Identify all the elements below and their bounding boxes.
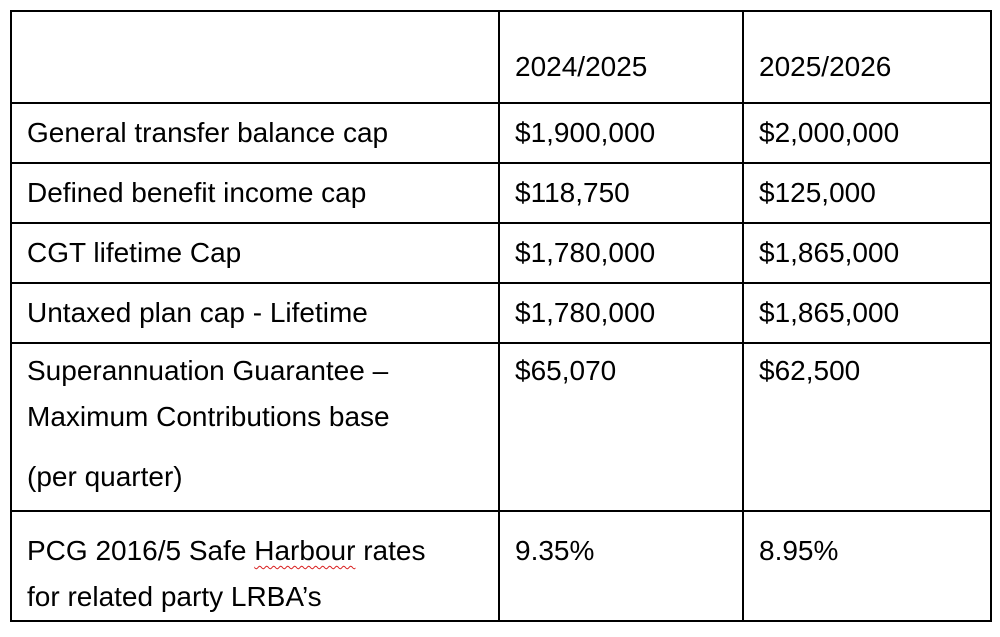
value-2024-2025: 9.35% bbox=[499, 511, 743, 621]
value-2025-2026: $1,865,000 bbox=[743, 283, 991, 343]
row-label: Untaxed plan cap - Lifetime bbox=[11, 283, 499, 343]
sg-label-line-3: (per quarter) bbox=[27, 461, 183, 492]
row-label: CGT lifetime Cap bbox=[11, 223, 499, 283]
pcg-label-pre: PCG 2016/5 Safe bbox=[27, 535, 255, 566]
table-row-pcg bbox=[11, 511, 991, 621]
table-row bbox=[11, 283, 991, 343]
value-2024-2025: $1,780,000 bbox=[499, 283, 743, 343]
value-2025-2026: $1,865,000 bbox=[743, 223, 991, 283]
value-2025-2026: $125,000 bbox=[743, 163, 991, 223]
table-row-sg bbox=[11, 343, 991, 511]
row-label: General transfer balance cap bbox=[11, 103, 499, 163]
row-label-sg bbox=[11, 343, 499, 511]
header-cell-2024-2025: 2024/2025 bbox=[499, 11, 743, 103]
sg-label-line-2: Maximum Contributions base bbox=[27, 401, 390, 432]
value-2024-2025: $65,070 bbox=[499, 343, 743, 511]
header-cell-label bbox=[11, 11, 499, 103]
value-2025-2026: 8.95% bbox=[743, 511, 991, 621]
table-row bbox=[11, 163, 991, 223]
header-cell-2025-2026: 2025/2026 bbox=[743, 11, 991, 103]
pcg-label-post: rates bbox=[355, 535, 426, 566]
header-row bbox=[11, 11, 991, 103]
sg-label-line-1: Superannuation Guarantee – bbox=[27, 355, 389, 386]
table-row bbox=[11, 103, 991, 163]
spellcheck-underlined-word: Harbour bbox=[254, 535, 356, 566]
value-2025-2026: $62,500 bbox=[743, 343, 991, 511]
value-2024-2025: $1,780,000 bbox=[499, 223, 743, 283]
pcg-label-line-2: for related party LRBA’s bbox=[27, 581, 322, 612]
caps-table bbox=[10, 10, 992, 622]
row-label: Defined benefit income cap bbox=[11, 163, 499, 223]
value-2025-2026: $2,000,000 bbox=[743, 103, 991, 163]
value-2024-2025: $1,900,000 bbox=[499, 103, 743, 163]
row-label-pcg bbox=[11, 511, 499, 621]
value-2024-2025: $118,750 bbox=[499, 163, 743, 223]
table-row bbox=[11, 223, 991, 283]
pcg-label-line-1 bbox=[27, 528, 498, 574]
